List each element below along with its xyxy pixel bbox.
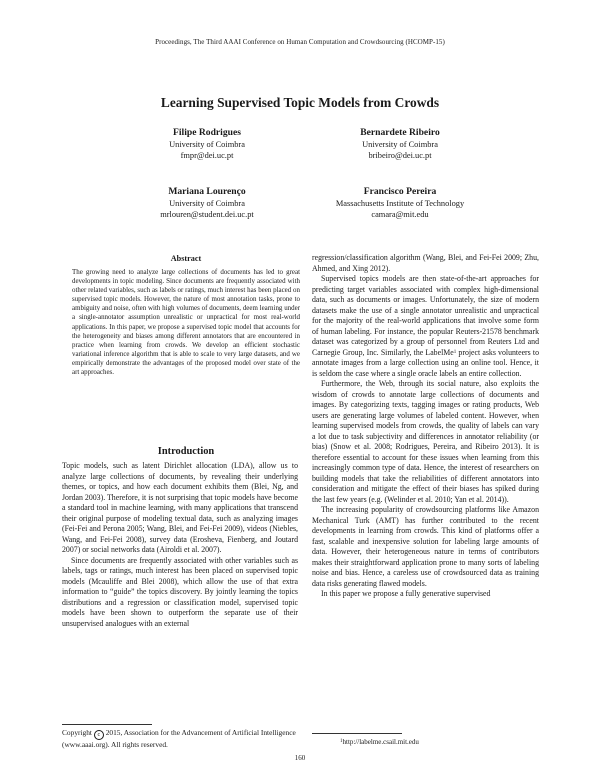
author-affiliation: University of Coimbra	[362, 140, 438, 149]
author-name: Francisco Pereira	[363, 186, 437, 197]
body-paragraph: Since documents are frequently associated with other variables such as labels, tags or ratings, much interest has been placed on supervised topic models (Mcauliffe and Blei 2008), which allow the use of that extra information to “guide” the topics discovery. By jointly learning the topics distributions and a regression or classification model, supervised topic models have been shown to outperform the separate use of their unsupervised analogues with an external	[62, 555, 298, 628]
author-block	[305, 127, 495, 161]
introduction-heading: Introduction	[157, 446, 215, 457]
paragraph-text: project asks volunteers to annotate images from a large collection using an online tool. Hence, it is seldom the case where a single oracle labels an entire collection.	[312, 347, 540, 378]
body-paragraph: Topic models, such as latent Dirichlet allocation (LDA), allow us to analyze large collections of documents, by revealing their underlying themes, or topics, and how each document exhibits them (Blei, Ng, and Jordan 2003). Therefore, it is not surprising that topic models have become a standard tool in machine learning, with many applications that transcend their original purpose of modeling textual data, such as analyzing images (Fei-Fei and Perona 2005; Wang, Blei, and Fei-Fei 2009), videos (Niebles, Wang, and Fei-Fei 2008), survey data (Erosheva, Fienberg, and Joutard 2007) or social networks data (Airoldi et al. 2007).	[62, 461, 298, 554]
author-affiliation: University of Coimbra	[169, 199, 245, 208]
footnote-url: http://labelme.csail.mit.edu	[342, 738, 419, 746]
author-email: fmpr@dei.uc.pt	[180, 151, 234, 160]
author-block	[305, 186, 495, 220]
author-email: bribeiro@dei.uc.pt	[368, 151, 432, 160]
abstract-paragraph: The growing need to analyze large collections of documents has led to great developments in topic modeling. Since documents are frequently associated with other related variables, such as labels or ratings, much interest has been placed on supervised topic models. However, the nature of most annotation tasks, prone to ambiguity and noise, often with high volumes of documents, deem learning under a single-annotator assumption unrealistic or unpractical for most real-world applications. In this paper, we propose a supervised topic model that accounts for the heterogeneity and biases among different annotators that are encountered in practice when learning from crowds. We develop an efficient stochastic variational inference algorithm that is able to scale to very large datasets, and we empirically demonstrate the advantages of the proposed model over state of the art approaches.	[72, 268, 300, 377]
copyright-icon: c	[94, 730, 104, 740]
author-email: camara@mit.edu	[371, 210, 429, 219]
footnote-mark: 1	[340, 739, 343, 744]
left-column	[62, 461, 298, 629]
footnote-separator	[312, 733, 402, 734]
author-email: mrlouren@student.dei.uc.pt	[160, 210, 254, 219]
author-name: Bernardete Ribeiro	[360, 127, 440, 138]
copyright-text: 2015, Association for the Advancement of Artificial Intelligence (www.aaai.org). All rights reserved.	[62, 728, 296, 749]
paragraph-text: Supervised topics models are then state-of-the-art approaches for predicting target variables associated with complex high-dimensional data, such as documents or images. Unfortunately, the size of modern datasets make the use of a single annotator unrealistic and unpractical for the majority of the real-world applications that involve some form of human labeling. For instance, the popular Reuters-21578 benchmark dataset was categorized by a group of personnel from Reuters Ltd and Carnegie Group, Inc. Similarly, the LabelMe	[312, 274, 539, 357]
author-name: Mariana Lourenço	[168, 186, 246, 197]
page-number: 160	[294, 754, 306, 762]
right-column	[312, 253, 539, 600]
body-paragraph: In this paper we propose a fully generative supervised	[321, 589, 491, 598]
author-block	[112, 186, 302, 220]
copyright-notice	[62, 728, 298, 750]
paper-title: Learning Supervised Topic Models from Crowds	[160, 95, 440, 110]
abstract-text	[72, 268, 300, 377]
footnote	[340, 738, 540, 746]
body-paragraph: The increasing popularity of crowdsourcing platforms like Amazon Mechanical Turk (AMT) has further contributed to the recent developments in learning from crowds. This kind of platforms offer a fast, scalable and inexpensive solution for labeling large amounts of data. However, their heterogeneous nature in terms of contributors makes their straightforward application prone to many sorts of labeling noise and bias. Hence, a careless use of crowdsourced data as training data risks generating flawed models.	[312, 505, 539, 588]
abstract-heading: Abstract	[170, 254, 202, 263]
body-paragraph	[312, 274, 539, 379]
copyright-label: Copyright	[62, 728, 92, 737]
author-block	[112, 127, 302, 161]
author-affiliation: Massachusetts Institute of Technology	[335, 199, 465, 208]
proceedings-header: Proceedings, The Third AAAI Conference on Human Computation and Crowdsourcing (HCOMP-15)	[155, 38, 445, 46]
author-name: Filipe Rodrigues	[173, 127, 241, 138]
body-paragraph: regression/classification algorithm (Wang, Blei, and Fei-Fei 2009; Zhu, Ahmed, and Xing 2012).	[312, 253, 539, 273]
author-affiliation: University of Coimbra	[169, 140, 245, 149]
copyright-separator	[62, 724, 152, 725]
body-paragraph: Furthermore, the Web, through its social nature, also exploits the wisdom of crowds to annotate large collections of documents and images. By categorizing texts, tagging images or rating products, Web users are generating large volumes of labeled content. However, when learning supervised models from crowds, the quality of labels can vary a lot due to task subjectivity and differences in annotator reliability (or bias) (Snow et al. 2008; Rodrigues, Pereira, and Ribeiro 2013). It is therefore essential to account for these issues when learning from this increasingly common type of data. Hence, the interest of researchers on building models that take the reliabilities of different annotators into consideration and mitigate the effect of their biases has spiked during the last few years (e.g. (Welinder et al. 2010; Yan et al. 2014)).	[312, 379, 539, 504]
footnote-reference: 1	[453, 349, 457, 355]
